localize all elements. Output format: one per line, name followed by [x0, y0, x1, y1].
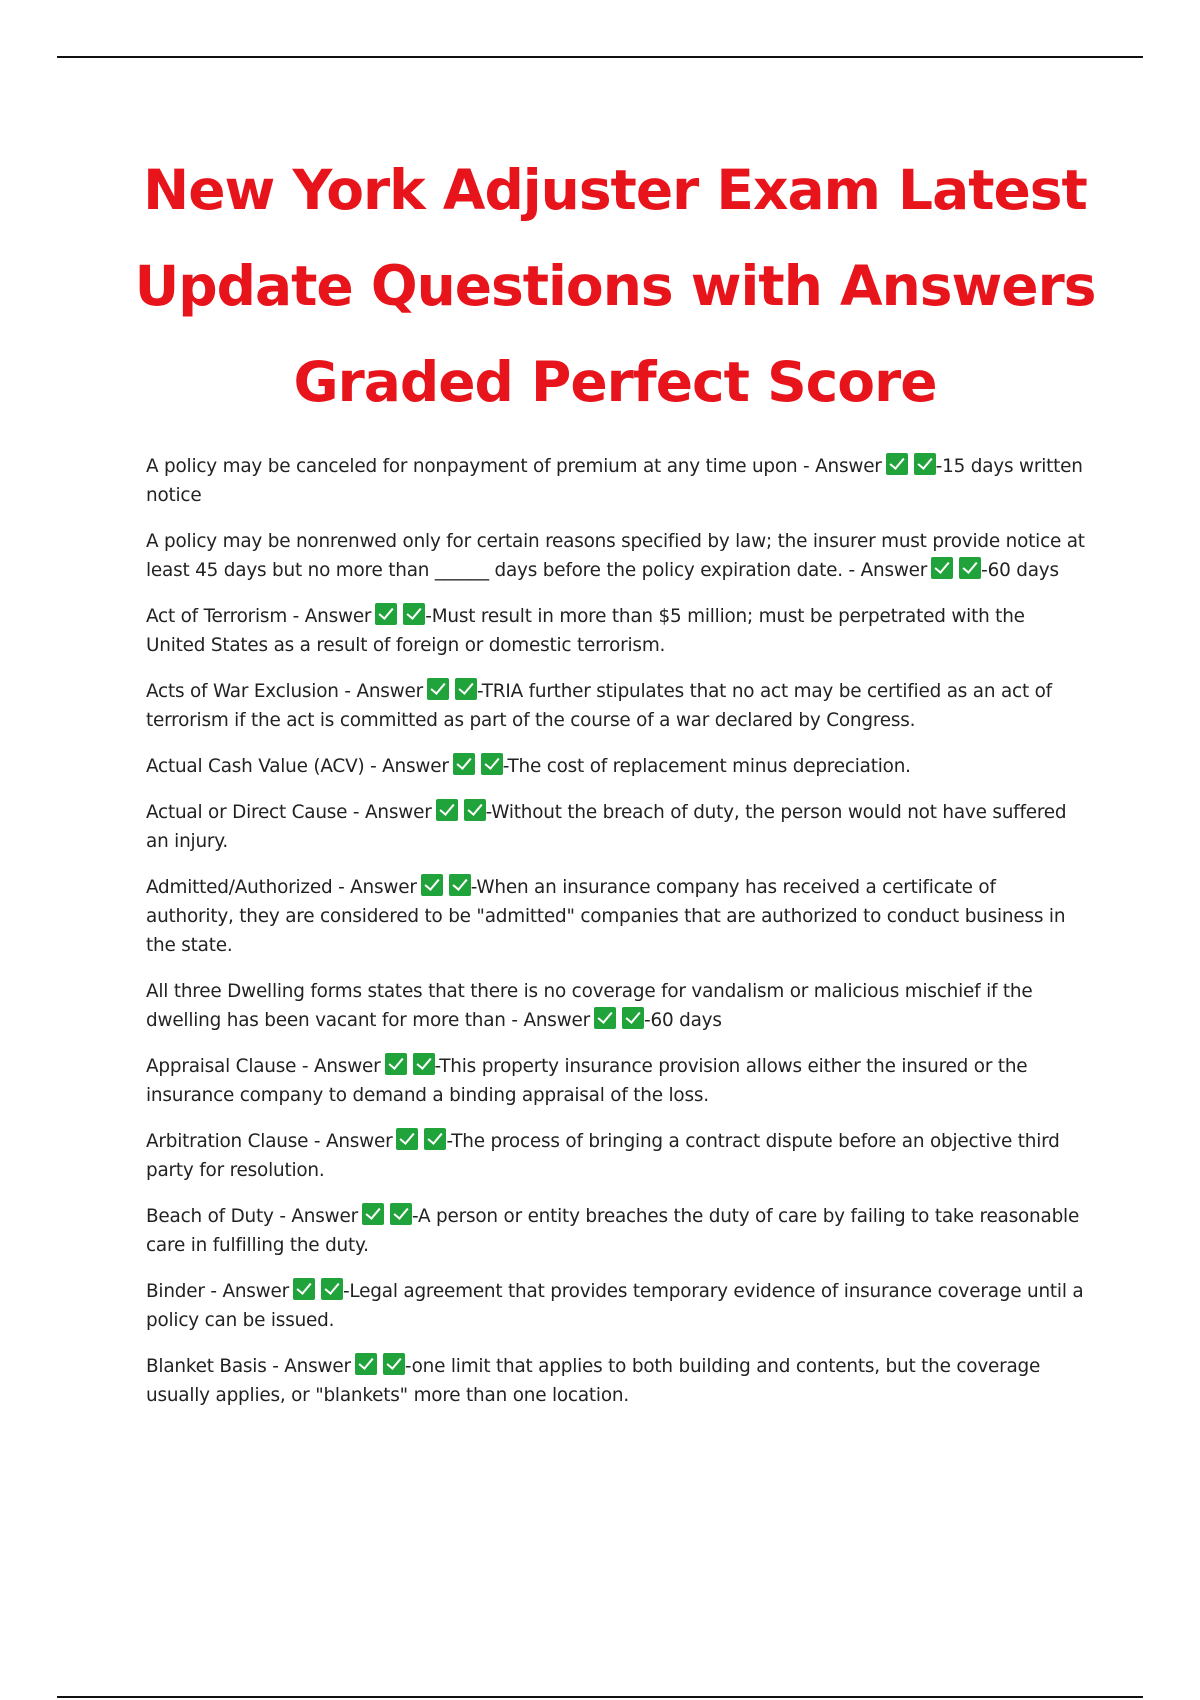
- qa-list: [146, 452, 1086, 1427]
- answer-text: -Must result in more than $5 million; must be perpetrated with the United States as a result of foreign or domestic terrorism.: [146, 606, 1025, 656]
- answer-text: -15 days written notice: [146, 456, 1083, 506]
- check-icon: [396, 1128, 418, 1150]
- qa-entry-3: [146, 602, 1086, 660]
- top-rule: [57, 56, 1143, 58]
- check-icon: [383, 1353, 405, 1375]
- qa-entry-7: [146, 873, 1086, 960]
- answer-text: -60 days: [644, 1010, 722, 1031]
- check-icon: [385, 1053, 407, 1075]
- check-icon: [355, 1353, 377, 1375]
- question-text: All three Dwelling forms states that there is no coverage for vandalism or malicious mischief if the dwelling has been vacant for more than - Answer: [146, 981, 1033, 1031]
- qa-entry-10: [146, 1127, 1086, 1185]
- question-text: Acts of War Exclusion - Answer: [146, 681, 423, 702]
- answer-text: -one limit that applies to both building and contents, but the coverage usually applies, or "blankets" more than one location.: [146, 1356, 1041, 1406]
- check-icon: [886, 453, 908, 475]
- check-icon: [622, 1007, 644, 1029]
- question-text: Arbitration Clause - Answer: [146, 1131, 393, 1152]
- qa-entry-6: [146, 798, 1086, 856]
- check-icon: [481, 753, 503, 775]
- qa-entry-13: [146, 1352, 1086, 1410]
- check-icon: [403, 603, 425, 625]
- answer-text: -The cost of replacement minus depreciation.: [502, 756, 911, 777]
- check-icon: [321, 1278, 343, 1300]
- question-text: Admitted/Authorized - Answer: [146, 877, 417, 898]
- check-icon: [464, 799, 486, 821]
- check-icon: [427, 678, 449, 700]
- check-icon: [449, 874, 471, 896]
- question-text: Appraisal Clause - Answer: [146, 1056, 381, 1077]
- document-title: New York Adjuster Exam Latest Update Questions with Answers Graded Perfect Score: [134, 158, 1096, 414]
- answer-text: -TRIA further stipulates that no act may be certified as an act of terrorism if the act is committed as part of the course of a war declared by Congress.: [146, 681, 1052, 731]
- check-icon: [424, 1128, 446, 1150]
- qa-entry-11: [146, 1202, 1086, 1260]
- check-icon: [293, 1278, 315, 1300]
- question-text: A policy may be nonrenwed only for certain reasons specified by law; the insurer must provide notice at least 45 days but no more than ______ days before the policy expiration date. - Answer: [146, 531, 1085, 581]
- check-icon: [436, 799, 458, 821]
- check-icon: [455, 678, 477, 700]
- question-text: Blanket Basis - Answer: [146, 1356, 351, 1377]
- qa-entry-8: [146, 977, 1086, 1035]
- qa-entry-5: [146, 752, 1086, 781]
- question-text: Beach of Duty - Answer: [146, 1206, 358, 1227]
- check-icon: [390, 1203, 412, 1225]
- check-icon: [931, 557, 953, 579]
- answer-text: -A person or entity breaches the duty of care by failing to take reasonable care in fulfilling the duty.: [146, 1206, 1080, 1256]
- answer-text: -60 days: [981, 560, 1059, 581]
- check-icon: [421, 874, 443, 896]
- check-icon: [959, 557, 981, 579]
- qa-entry-4: [146, 677, 1086, 735]
- qa-entry-9: [146, 1052, 1086, 1110]
- answer-text: -The process of bringing a contract dispute before an objective third party for resolution.: [146, 1131, 1060, 1181]
- answer-text: -Legal agreement that provides temporary evidence of insurance coverage until a policy can be issued.: [146, 1281, 1084, 1331]
- check-icon: [914, 453, 936, 475]
- bottom-rule: [57, 1696, 1143, 1698]
- question-text: Actual or Direct Cause - Answer: [146, 802, 432, 823]
- check-icon: [362, 1203, 384, 1225]
- check-icon: [594, 1007, 616, 1029]
- check-icon: [453, 753, 475, 775]
- qa-entry-1: [146, 452, 1086, 510]
- check-icon: [413, 1053, 435, 1075]
- answer-text: -This property insurance provision allows either the insured or the insurance company to demand a binding appraisal of the loss.: [146, 1056, 1028, 1106]
- check-icon: [375, 603, 397, 625]
- qa-entry-2: [146, 527, 1086, 585]
- question-text: Actual Cash Value (ACV) - Answer: [146, 756, 449, 777]
- answer-text: -Without the breach of duty, the person would not have suffered an injury.: [146, 802, 1067, 852]
- qa-entry-12: [146, 1277, 1086, 1335]
- question-text: Binder - Answer: [146, 1281, 289, 1302]
- question-text: A policy may be canceled for nonpayment of premium at any time upon - Answer: [146, 456, 882, 477]
- answer-text: -When an insurance company has received a certificate of authority, they are considered to be "admitted" companies that are authorized to conduct business in the state.: [146, 877, 1066, 956]
- question-text: Act of Terrorism - Answer: [146, 606, 372, 627]
